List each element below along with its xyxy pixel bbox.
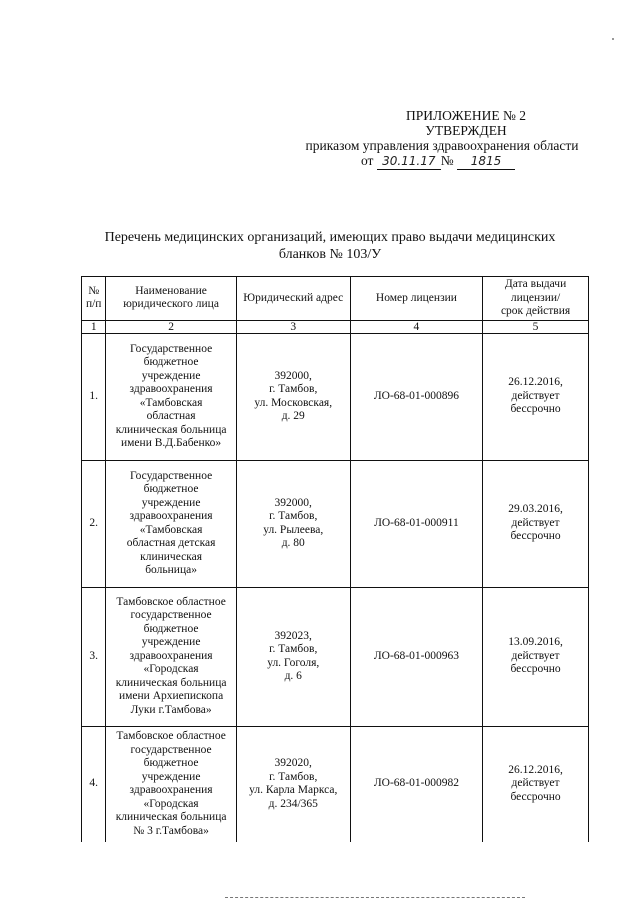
table-row [82,726,589,842]
license-number: ЛО-68-01-000963 [350,587,482,726]
row-number: 2. [82,460,106,587]
document-title [60,229,600,263]
column-header-name: Наименование юридического лица [106,277,236,321]
column-number: 4 [350,320,482,333]
column-header-validity: Дата выдачи лицензии/ срок действия [483,277,589,321]
table-row [82,460,589,587]
column-number: 1 [82,320,106,333]
column-number-row [82,320,589,333]
license-validity: 29.03.2016, действует бессрочно [483,460,589,587]
organization-name: Тамбовское областное государственное бюджетное учреждение здравоохранения «Городская клиническая больница № 3 г.Тамбова» [106,726,236,842]
order-reference: приказом управления здравоохранения области [305,138,579,153]
column-number: 3 [236,320,350,333]
scan-speck [612,38,614,40]
license-number: ЛО-68-01-000911 [350,460,482,587]
organization-name: Государственное бюджетное учреждение здравоохранения «Тамбовская областная клиническая больница имени В.Д.Бабенко» [106,333,236,460]
table-row [82,587,589,726]
table-row [82,333,589,460]
legal-address: 392000, г. Тамбов, ул. Рылеева, д. 80 [236,460,350,587]
table-header-row [82,277,589,321]
appendix-label: ПРИЛОЖЕНИЕ № 2 [405,108,527,123]
license-validity: 26.12.2016, действует бессрочно [483,726,589,842]
row-number: 3. [82,587,106,726]
legal-address: 392020, г. Тамбов, ул. Карла Маркса, д. 234/365 [236,726,350,842]
title-line-2: бланков № 103/У [278,247,382,262]
organization-name: Тамбовское областное государственное бюджетное учреждение здравоохранения «Городская клиническая больница имени Архиепископа Луки г.Тамбова» [106,587,236,726]
organization-name: Государственное бюджетное учреждение здравоохранения «Тамбовская областная детская клиническая больница» [106,460,236,587]
column-number: 2 [106,320,236,333]
license-number: ЛО-68-01-000896 [350,333,482,460]
column-header-number: № п/п [82,277,106,321]
order-date-number [280,153,590,170]
approval-header [280,108,590,170]
handwritten-date: 30.11.17 [377,154,441,170]
date-prefix: от [360,153,374,168]
page-bottom-edge [225,893,525,898]
number-prefix: № [440,153,454,168]
column-header-address: Юридический адрес [236,277,350,321]
legal-address: 392000, г. Тамбов, ул. Московская, д. 29 [236,333,350,460]
row-number: 4. [82,726,106,842]
column-header-license: Номер лицензии [350,277,482,321]
approved-label: УТВЕРЖДЕН [425,123,507,138]
row-number: 1. [82,333,106,460]
legal-address: 392023, г. Тамбов, ул. Гоголя, д. 6 [236,587,350,726]
title-line-1: Перечень медицинских организаций, имеющих право выдачи медицинских [104,230,556,245]
organizations-table [81,276,589,842]
column-number: 5 [483,320,589,333]
license-validity: 26.12.2016, действует бессрочно [483,333,589,460]
license-validity: 13.09.2016, действует бессрочно [483,587,589,726]
license-number: ЛО-68-01-000982 [350,726,482,842]
handwritten-number: 1815 [457,154,515,170]
